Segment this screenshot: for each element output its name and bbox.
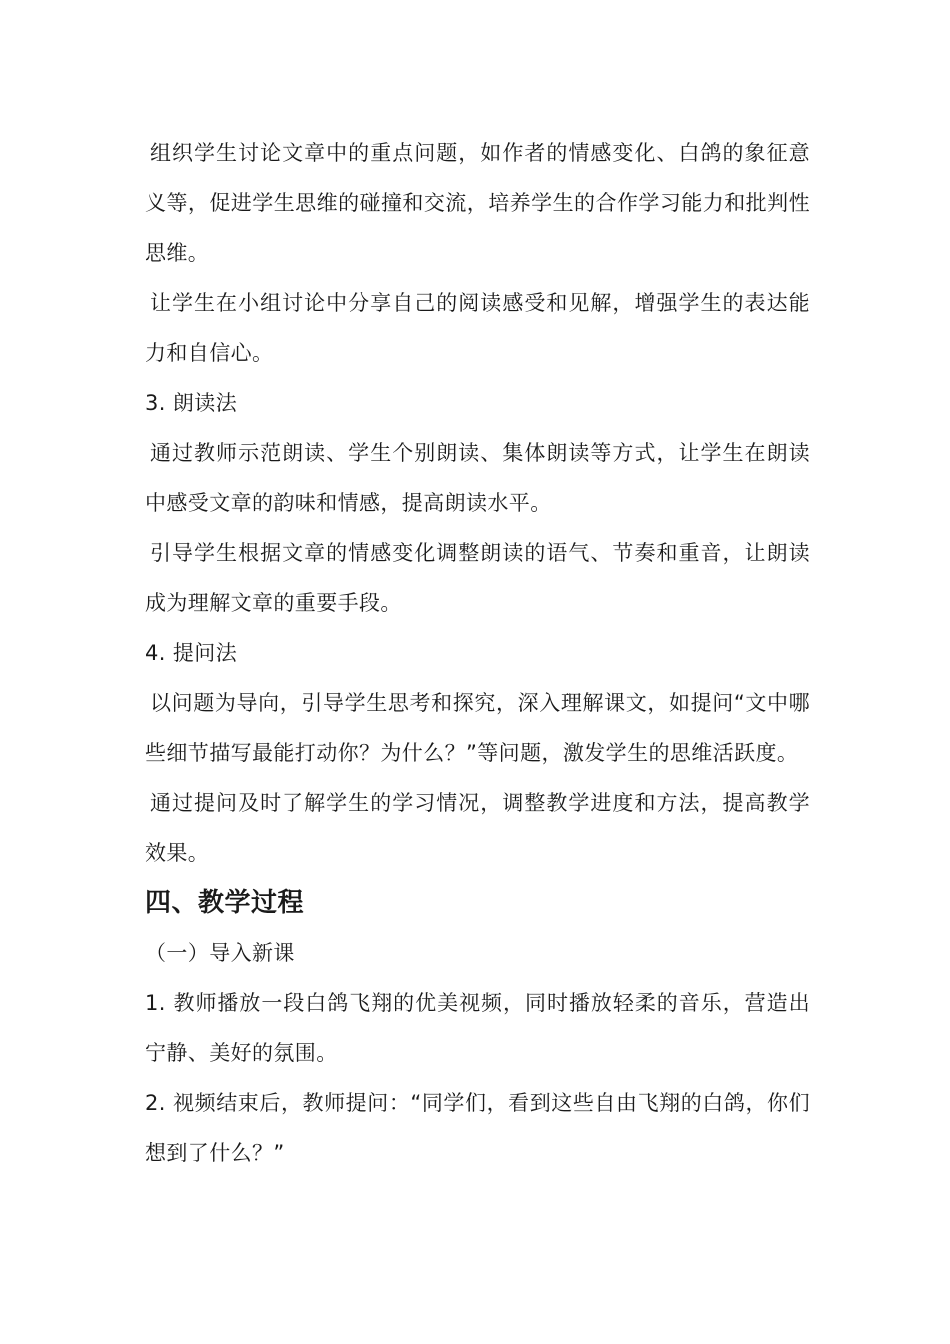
paragraph-discussion-2: 让学生在小组讨论中分享自己的阅读感受和见解，增强学生的表达能力和自信心。 (145, 291, 810, 365)
heading-teaching-process: 四、教学过程 (145, 888, 305, 918)
section-title-reading-method: 3. 朗读法 (145, 391, 238, 415)
document-page (145, 128, 810, 1178)
paragraph-questioning-1: 以问题为导向，引导学生思考和探究，深入理解课文，如提问“文中哪些细节描写最能打动你？为什么？”等问题，激发学生的思维活跃度。 (145, 691, 810, 765)
paragraph-questioning-2: 通过提问及时了解学生的学习情况，调整教学进度和方法，提高教学效果。 (145, 791, 810, 865)
section-title-questioning-method: 4. 提问法 (145, 641, 238, 665)
subheading-introduction: （一）导入新课 (145, 941, 295, 965)
paragraph-reading-1: 通过教师示范朗读、学生个别朗读、集体朗读等方式，让学生在朗读中感受文章的韵味和情感，提高朗读水平。 (145, 441, 810, 515)
paragraph-reading-2: 引导学生根据文章的情感变化调整朗读的语气、节奏和重音，让朗读成为理解文章的重要手段。 (145, 541, 810, 615)
paragraph-intro-step-2: 2. 视频结束后，教师提问：“同学们，看到这些自由飞翔的白鸽，你们想到了什么？” (145, 1091, 810, 1165)
paragraph-discussion-1: 组织学生讨论文章中的重点问题，如作者的情感变化、白鸽的象征意义等，促进学生思维的碰撞和交流，培养学生的合作学习能力和批判性思维。 (145, 141, 810, 265)
paragraph-intro-step-1: 1. 教师播放一段白鸽飞翔的优美视频，同时播放轻柔的音乐，营造出宁静、美好的氛围。 (145, 991, 810, 1065)
